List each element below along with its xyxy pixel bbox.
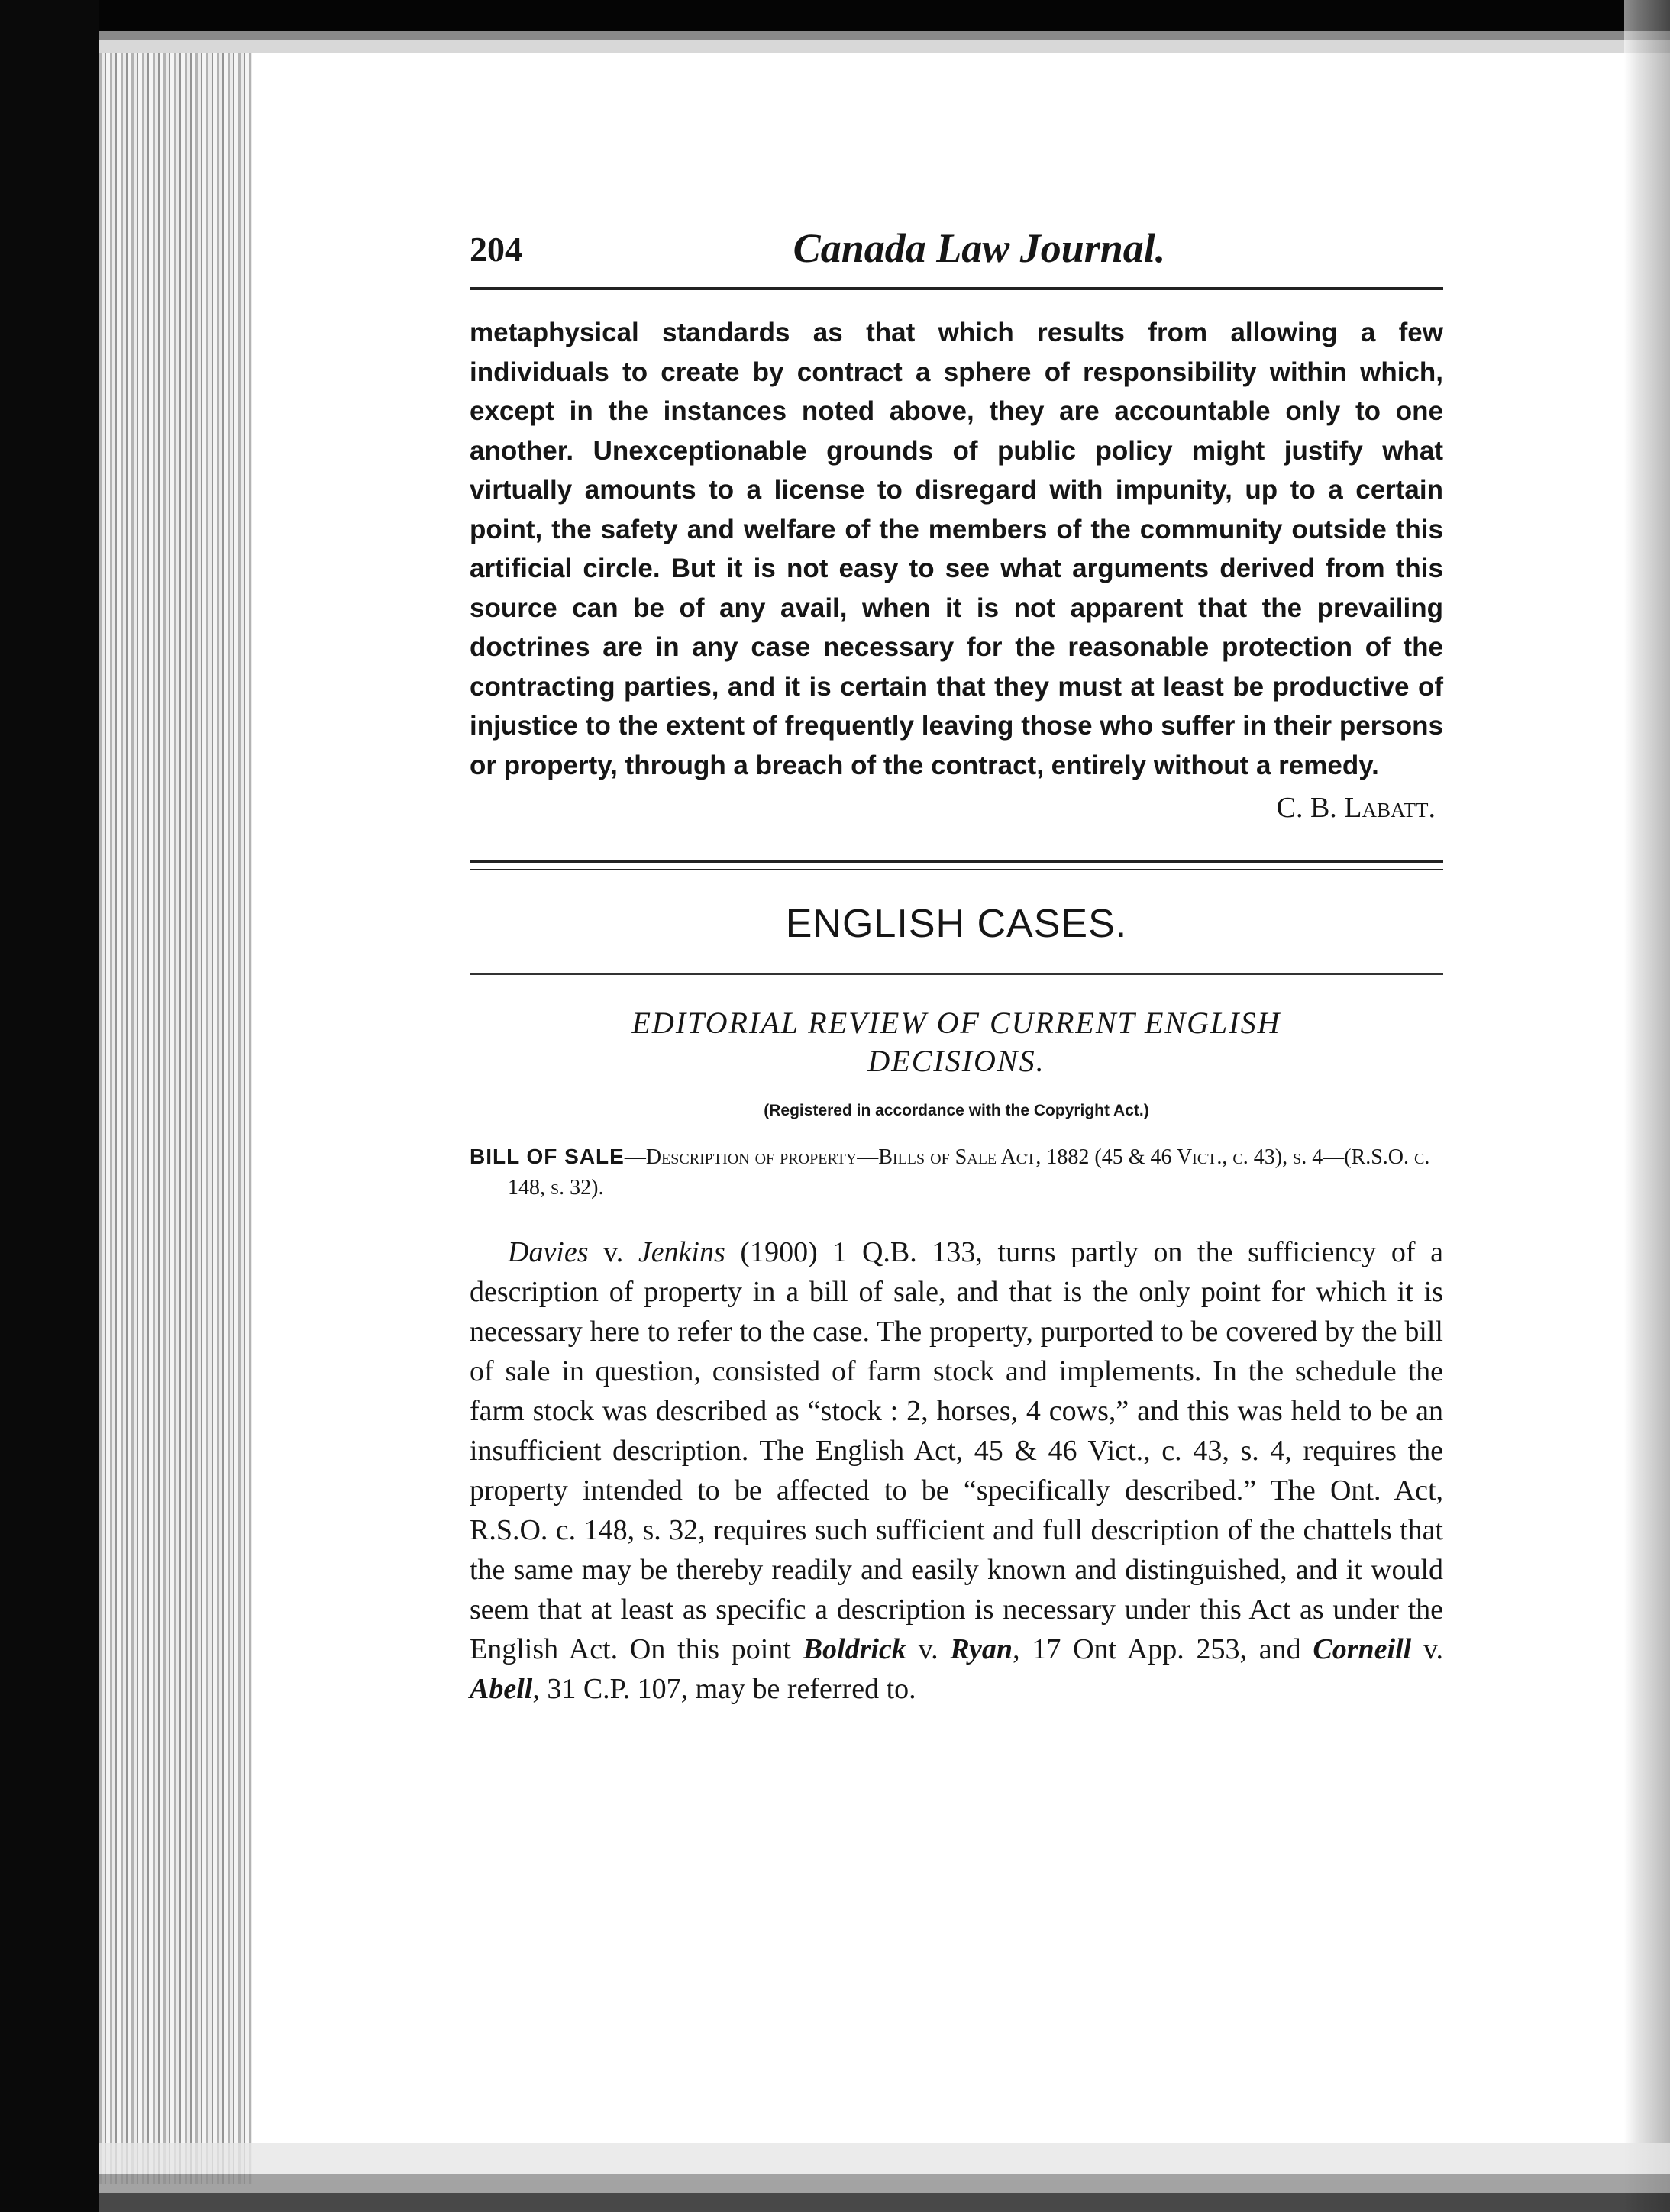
journal-page [470, 221, 1443, 1709]
case-name: Davies [508, 1236, 589, 1268]
subtitle-line-1: EDITORIAL REVIEW OF CURRENT ENGLISH [631, 1006, 1281, 1040]
scan-bottom-edge [99, 2143, 1670, 2212]
section-title: ENGLISH CASES. [785, 902, 1128, 946]
book-spine-shadow [0, 0, 99, 2212]
section-subtitle [470, 1004, 1443, 1080]
case-name: Ryan [950, 1633, 1013, 1665]
case-name: Boldrick [803, 1633, 906, 1665]
page-edge-stack [99, 46, 252, 2184]
running-header [470, 221, 1443, 290]
article-text: metaphysical standards as that which results from allowing a few individuals to create by contract a sphere of responsibility within which, except in the instances noted above, they are accountable only to one another. Unexceptionable grounds of public policy might justify what virtually amounts to a license to disregard with impunity, up to a certain point, the safety and welfare of the members of the community outside this artificial circle. But it is not easy to see what arguments derived from this source can be of any avail, when it is not apparent that the prevailing doctrines are in any case necessary for the reasonable protection of the contracting parties, and it is certain that they must at least be productive of injustice to the extent of frequently leaving those who suffer in their persons or property, through a breach of the contract, entirely without a remedy. [470, 318, 1443, 780]
headnote-lead: BILL OF SALE [470, 1145, 625, 1168]
copyright-note: (Registered in accordance with the Copyright Act.) [764, 1102, 1149, 1119]
case-paragraph [470, 1232, 1443, 1709]
scan-right-edge [1624, 0, 1670, 2212]
subtitle-line-2: DECISIONS. [867, 1044, 1045, 1078]
versus: v. [906, 1633, 951, 1665]
scan-top-edge [99, 0, 1670, 53]
paragraph-text: , 17 Ont App. 253, and [1013, 1633, 1313, 1665]
case-name: Corneill [1313, 1633, 1412, 1665]
paragraph-text: , 31 C.P. 107, may be referred to. [532, 1673, 916, 1705]
case-headnote [470, 1142, 1443, 1203]
title-rule [470, 973, 1443, 975]
case-name: Jenkins [638, 1236, 725, 1268]
author-signature: C. B. Labatt. [1276, 792, 1436, 824]
page-number: 204 [470, 230, 522, 269]
journal-title: Canada Law Journal. [793, 225, 1166, 271]
case-name: Abell [470, 1673, 533, 1705]
headnote-rest: —Description of property—Bills of Sale Act, 1882 (45 & 46 Vict., c. 43), s. 4—(R.S.O. c. 148, s. 32). [508, 1145, 1430, 1200]
section-divider [470, 860, 1443, 870]
paragraph-text: (1900) 1 Q.B. 133, turns partly on the sufficiency of a description of property in a bill of sale, and that is the only point for which it is necessary here to refer to the case. The property, purported to be covered by the bill of sale in question, consisted of farm stock and implements. In the schedule the farm stock was described as “stock : 2, horses, 4 cows,” and this was held to be an insufficient description. The English Act, 45 & 46 Vict., c. 43, s. 4, requires the property intended to be affected to be “specifically described.” The Ont. Act, R.S.O. c. 148, s. 32, requires such sufficient and full description of the chattels that the same may be thereby readily and easily known and distinguished, and it would seem that at least as specific a description is necessary under this Act as under the English Act. On this point [470, 1236, 1443, 1665]
versus: v. [588, 1236, 638, 1268]
versus: v. [1411, 1633, 1443, 1665]
